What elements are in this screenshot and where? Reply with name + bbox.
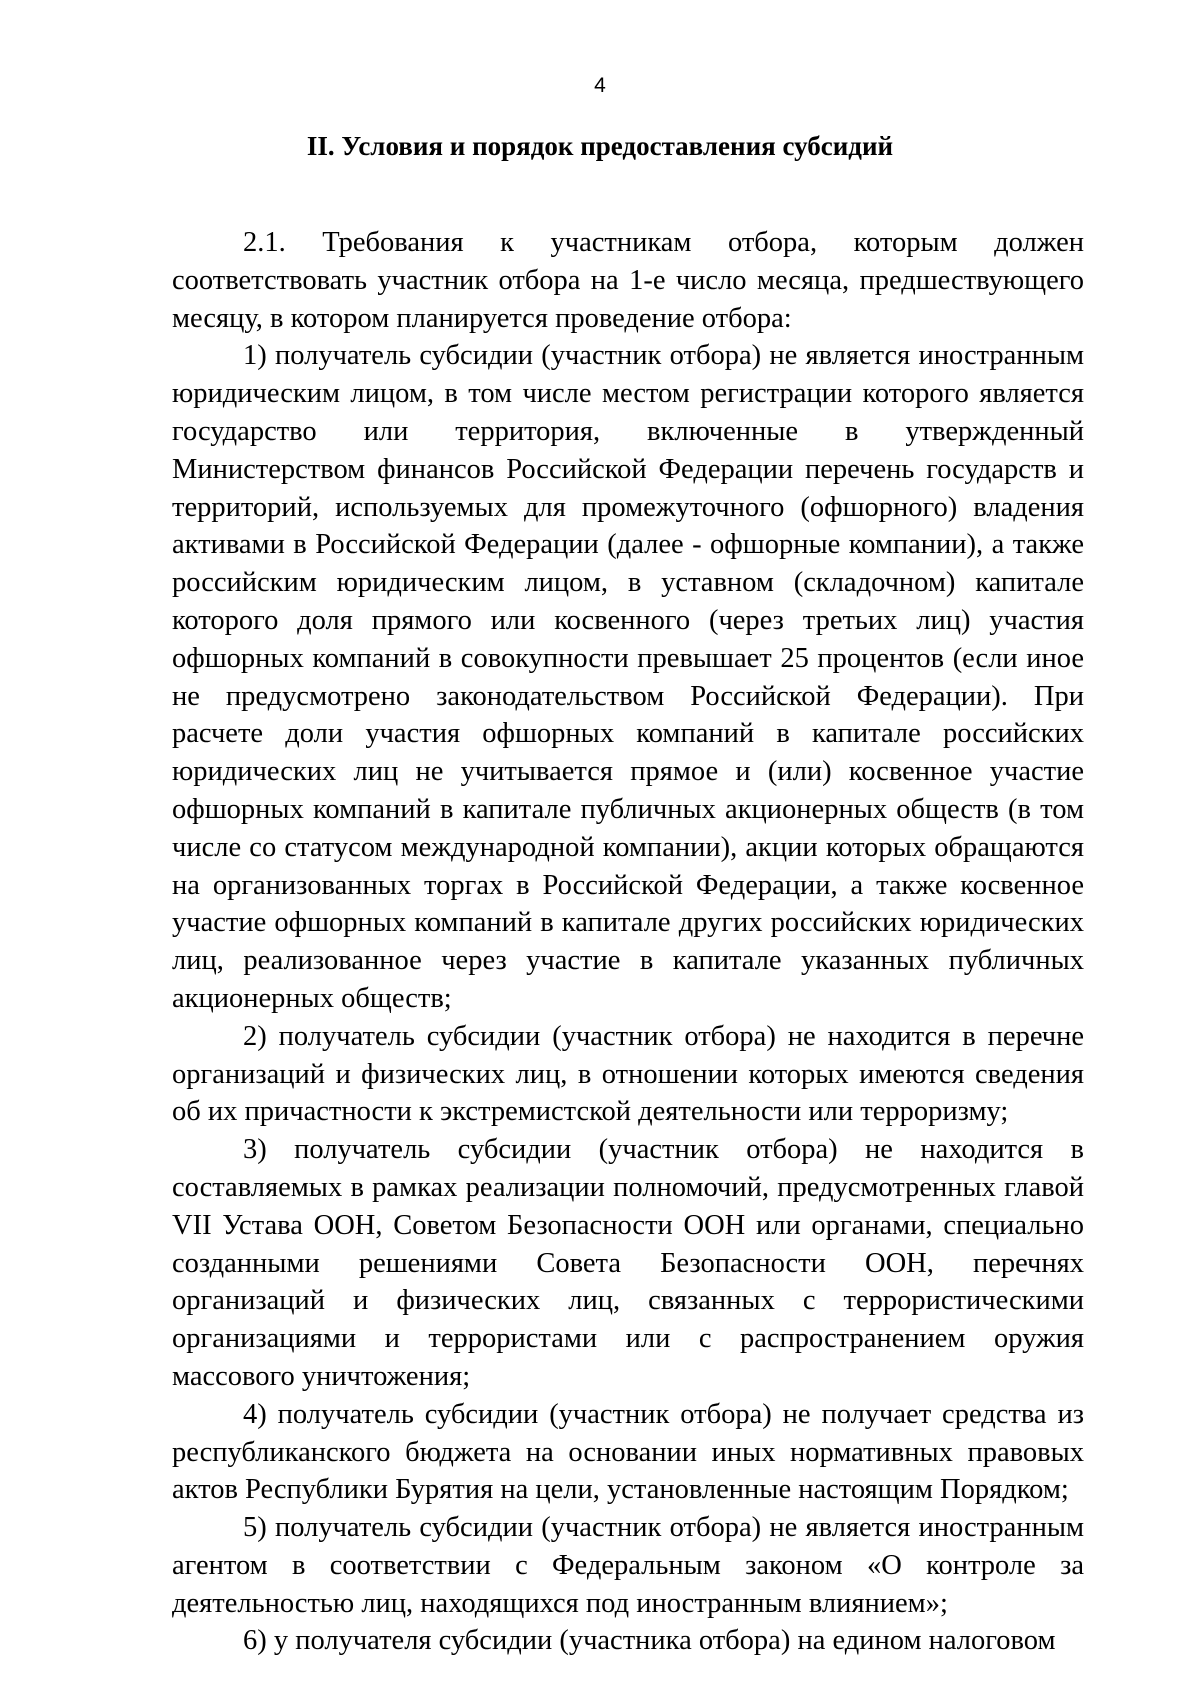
paragraph-item-2: 2) получатель субсидии (участник отбора) не находится в перечне организаций и физических лиц, в отношении которых имеются сведения об их причастности к экстремистской деятельности или терроризму;: [172, 1020, 1084, 1128]
section-title: II. Условия и порядок предоставления субсидий: [306, 131, 894, 161]
paragraph-item-5: 5) получатель субсидии (участник отбора) не является иностранным агентом в соответствии с Федеральным законом «О контроле за деятельностью лиц, находящихся под иностранным влиянием»;: [172, 1512, 1084, 1619]
paragraph-2-1: 2.1. Требования к участникам отбора, которым должен соответствовать участник отбора на 1-е число месяца, предшествующего месяцу, в котором планируется проведение отбора:: [172, 227, 1084, 334]
paragraph-item-6: 6) у получателя субсидии (участника отбора) на едином налоговом: [243, 1625, 1056, 1657]
paragraph-item-4: 4) получатель субсидии (участник отбора) не получает средства из республиканского бюджета на основании иных нормативных правовых актов Республики Бурятия на цели, установленные настоящим Порядком;: [172, 1398, 1084, 1506]
document-body: [172, 224, 1084, 1660]
paragraph-item-1: 1) получатель субсидии (участник отбора) не является иностранным юридическим лицом, в том числе местом регистрации которого является государство или территория, включенные в утвержденный Министерством финансов Российской Федерации перечень государств и территорий, используемых для промежуточного (офшорного) владения активами в Российской Федерации (далее - офшорные компании), а также российским юридическим лицом, в уставном (складочном) капитале которого доля прямого или косвенного (через третьих лиц) участия офшорных компаний в совокупности превышает 25 процентов (если иное не предусмотрено законодательством Российской Федерации). При расчете доли участия офшорных компаний в капитале российских юридических лиц не учитывается прямое и (или) косвенное участие офшорных компаний в капитале публичных акционерных обществ (в том числе со статусом международной компании), акции которых обращаются на организованных торгах в Российской Федерации, а также косвенное участие офшорных компаний в капитале других российских юридических лиц, реализованное через участие в капитале указанных публичных акционерных обществ;: [172, 340, 1084, 1014]
page-number: 4: [594, 74, 606, 97]
paragraph-item-3: 3) получатель субсидии (участник отбора) не находится в составляемых в рамках реализации полномочий, предусмотренных главой VII Устава ООН, Советом Безопасности ООН или органами, специально созданными решениями Совета Безопасности ООН, перечнях организаций и физических лиц, связанных с террористическими организациями и террористами или с распространением оружия массового уничтожения;: [172, 1134, 1084, 1392]
